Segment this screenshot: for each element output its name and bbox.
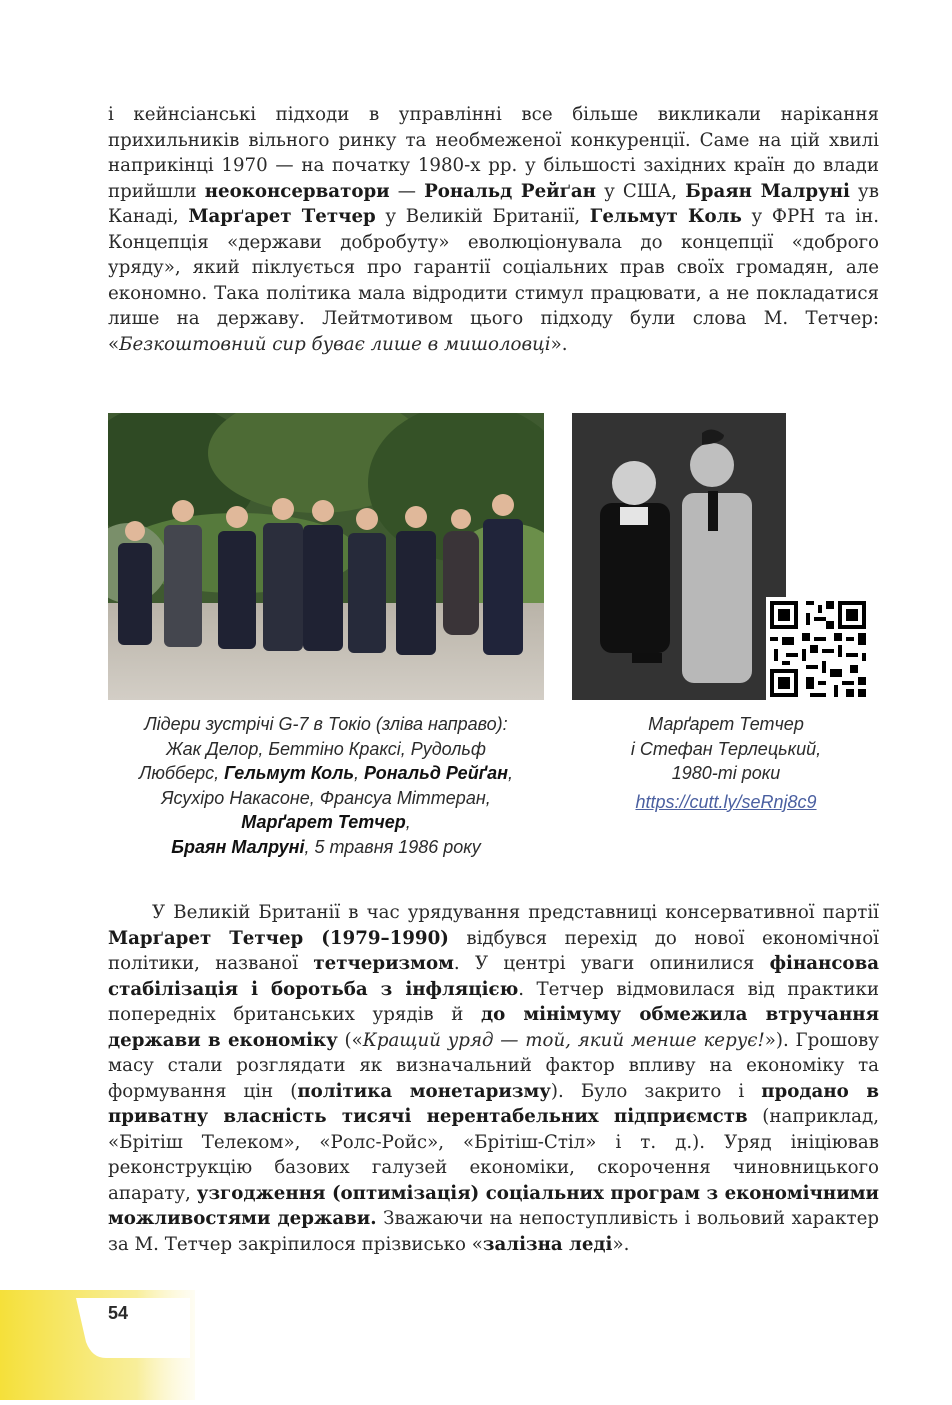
- caption-bold-name: Марґарет Тетчер: [241, 812, 406, 832]
- caption-line: [108, 761, 544, 786]
- caption-bold-name: Браян Малруні: [171, 836, 305, 857]
- paragraph-intro: [108, 102, 879, 357]
- text-run: у ФРН та ін. Концепція «держави добробуту» еволюціонувала до концепції «доброго уряду», який піклується про гарантії соціальних прав своїх громадян, але економно. Така політика мала відродити стимул працювати, а не покладатися лише на державу. Лейтмотивом цього підходу були слова М. Тетчер: «: [108, 206, 879, 355]
- bold-term: узгодження (оптимізація) соціальних програм з економічними можливостями держави.: [108, 1182, 879, 1229]
- caption-text: Люббеpс,: [139, 763, 225, 783]
- caption-bold-name: Рональд Рейґан: [364, 763, 508, 783]
- caption-line: Марґарет Тетчер: [648, 714, 804, 734]
- caption-line: [108, 810, 544, 835]
- bold-term: Марґарет Тетчер (1979–1990): [108, 927, 449, 949]
- caption-text: ,: [405, 812, 411, 832]
- thatcher-photo-caption: [572, 712, 880, 814]
- caption-line: Ясухіро Накасоне, Франсуа Міттеран,: [161, 787, 491, 808]
- paragraph-thatcherism: [108, 900, 879, 1257]
- text-run: у Великій Британії,: [375, 206, 590, 227]
- bold-name: Гельмут Коль: [589, 206, 742, 227]
- text-run: (наприклад, «Брітіш Телеком», «Ролс-Ройс», «Брітіш-Стіл» і т. д.). Уряд ініціював реконструкцію базових галузей економіки, скорочення чиновницького апарату,: [108, 1106, 879, 1204]
- text-run: («: [337, 1029, 363, 1051]
- qr-code-icon[interactable]: [766, 597, 870, 701]
- text-run: у США,: [595, 180, 686, 202]
- text-run: . У центрі уваги опинилися: [453, 953, 770, 974]
- text-run: »). Грошову масу стали розглядати як визначальний фактор впливу на економіку та формування цін (: [108, 1029, 879, 1102]
- caption-line: 1980-ті роки: [671, 763, 781, 783]
- caption-line: Лідери зустрічі G-7 в Токіо (зліва направо):: [144, 714, 508, 734]
- bold-name: Рональд Рейґан: [424, 180, 596, 202]
- caption-text: , 5 травня 1986 року: [304, 836, 481, 857]
- bold-term: залізна леді: [482, 1233, 613, 1255]
- bold-term: тетчеризмом: [313, 953, 454, 974]
- text-run: ».: [612, 1233, 630, 1255]
- text-run: ».: [550, 333, 568, 355]
- text-run: ув Канаді,: [108, 180, 879, 227]
- caption-text: ,: [507, 763, 513, 783]
- text-run: У Великій Британії в час урядування представниці консервативної партії: [152, 902, 879, 923]
- text-run: Зважаючи на непоступливість і вольовий характер за М. Тетчер закріпилося прізвисько «: [108, 1208, 879, 1255]
- bold-term: неоконсерватори: [204, 180, 390, 202]
- caption-text: ,: [354, 763, 365, 783]
- italic-quote: Кращий уряд — той, який менше керує!: [362, 1029, 765, 1051]
- text-run: і кейнсіанські підходи в управлінні все більше викликали нарікання прихильників вільного ринку та необмеженої конкуренції. Саме на цій хвилі наприкінці 1970 — на початку 1980-х рр. у більшості західних країн до влади прийшли: [108, 104, 879, 202]
- g7-leaders-photo: [108, 413, 544, 700]
- g7-photo-caption: [108, 712, 544, 859]
- caption-line: Жак Делор, Беттіно Краксі, Рудольф: [166, 738, 486, 759]
- text-run: . Тетчер відмовилася від практики попередніх британських урядів й: [108, 978, 880, 1025]
- bold-term: політика монетаризму: [297, 1080, 551, 1102]
- page-number: 54: [108, 1303, 129, 1323]
- page-corner-decoration: [0, 1290, 195, 1400]
- text-run: відбувся перехід до нової економічної політики, названої: [108, 927, 879, 974]
- bold-name: Браян Малруні: [685, 180, 850, 202]
- bold-term: фінансова стабілізація і боротьба з інфляцією: [108, 953, 879, 1000]
- text-run: —: [389, 180, 425, 202]
- thatcher-terletsky-photo: [572, 413, 786, 700]
- caption-line: [108, 835, 544, 860]
- bold-term: до мінімуму обмежила втручання держави в економіку: [108, 1004, 880, 1051]
- caption-line: і Стефан Терлецький,: [630, 738, 822, 759]
- italic-quote: Безкоштовний сир буває лише в мишоловці: [119, 333, 551, 355]
- text-run: ). Було закрито і: [550, 1080, 762, 1102]
- bold-term: продано в приватну власність тисячі нерентабельних підприємств: [108, 1080, 879, 1127]
- bold-name: Марґарет Тетчер: [188, 206, 376, 227]
- video-link[interactable]: https://cutt.ly/seRnj8c9: [635, 791, 817, 812]
- caption-bold-name: Гельмут Коль: [224, 763, 355, 783]
